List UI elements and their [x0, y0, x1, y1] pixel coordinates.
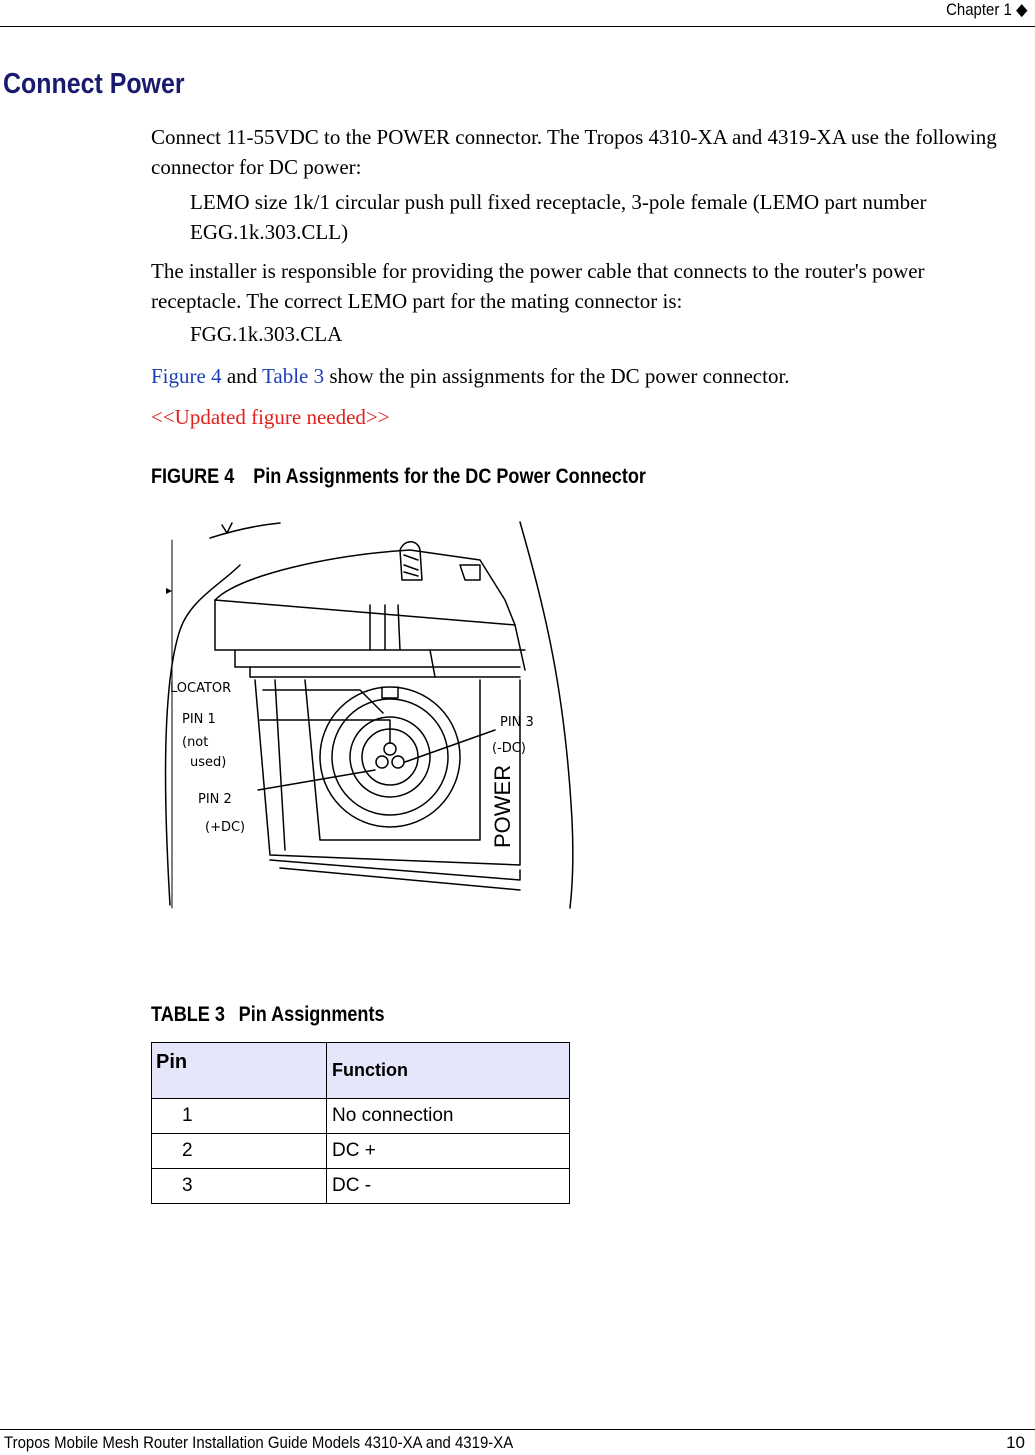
pin-cell: 1: [152, 1099, 327, 1134]
diamond-bullet-icon: ◆: [1015, 0, 1027, 19]
pin-cell: 3: [152, 1169, 327, 1204]
housing-top-bevel: [215, 600, 515, 625]
page-footer: [0, 1429, 1035, 1455]
table-number: TABLE 3: [151, 1003, 225, 1026]
label-pin-1-note-b: used): [190, 755, 227, 770]
pin-3-socket: [392, 756, 404, 768]
table-row: [152, 1099, 570, 1134]
table-3-link[interactable]: Table 3: [262, 364, 325, 388]
label-pin-3-note: (-DC): [492, 741, 526, 756]
housing-ribs: [370, 605, 400, 650]
and-text: and: [226, 364, 258, 388]
page-header: [0, 0, 1035, 27]
housing-seam: [430, 650, 435, 677]
top-latch: [460, 565, 480, 580]
table-caption: [151, 1003, 385, 1027]
panel-inner-edge: [275, 680, 285, 850]
figure-caption: [151, 465, 646, 489]
paragraph-intro: Connect 11-55VDC to the POWER connector. The Tropos 4310-XA and 4319-XA use the following connector for DC power:: [151, 125, 997, 179]
connector-outer-ring: [320, 687, 460, 827]
function-cell: DC +: [327, 1134, 570, 1169]
table-header-row: [152, 1043, 570, 1099]
antenna-nub-grip: [404, 555, 418, 576]
table-row: [152, 1169, 570, 1204]
margin-arrow-icon: [166, 588, 172, 594]
table-title: Pin Assignments: [238, 1003, 385, 1026]
table-row: [152, 1134, 570, 1169]
label-pin-1-note-a: (not: [182, 735, 209, 750]
housing-step-1: [235, 650, 520, 667]
label-pin-2: PIN 2: [198, 792, 232, 807]
figure-4-link[interactable]: Figure 4: [151, 364, 222, 388]
pin-2-socket: [376, 756, 388, 768]
pin-assignments-table: [151, 1042, 570, 1204]
pin-column-header: Pin: [152, 1043, 327, 1099]
label-locator: LOCATOR: [170, 681, 232, 696]
figure-title: Pin Assignments for the DC Power Connector: [253, 465, 646, 488]
paragraph-connector-spec: LEMO size 1k/1 circular push pull fixed receptacle, 3-pole female (LEMO part number EGG.1k.303.CLL): [190, 190, 927, 244]
pin-cell: 2: [152, 1134, 327, 1169]
paragraph-references: [151, 361, 1011, 391]
housing-step-2: [250, 667, 520, 677]
section-title: Connect Power: [3, 68, 185, 100]
locator-leader: [263, 690, 383, 713]
references-text: show the pin assignments for the DC power connector.: [329, 364, 790, 388]
label-power: POWER: [490, 764, 515, 848]
function-cell: No connection: [327, 1099, 570, 1134]
connector-diagram: [160, 520, 580, 910]
panel-base-lower: [280, 868, 520, 890]
function-column-header: Function: [327, 1043, 570, 1099]
label-pin-1: PIN 1: [182, 712, 216, 727]
update-note: <<Updated figure needed>>: [151, 405, 390, 429]
paragraph-mating-part: FGG.1k.303.CLA: [190, 322, 343, 346]
pin-1-socket: [384, 743, 396, 755]
label-pin-3: PIN 3: [500, 715, 534, 730]
locator-key: [382, 687, 398, 698]
footer-title: Tropos Mobile Mesh Router Installation Guide Models 4310-XA and 4319-XA: [4, 1433, 514, 1452]
page-number: 10: [1006, 1433, 1025, 1452]
function-cell: DC -: [327, 1169, 570, 1204]
chapter-label: Chapter 1 ◆: [945, 0, 1027, 19]
paragraph-installer: The installer is responsible for providing the power cable that connects to the router's power receptacle. The correct LEMO part for the mating connector is:: [151, 259, 925, 313]
pin-3-leader: [405, 730, 495, 762]
figure-number: FIGURE 4: [151, 465, 235, 488]
label-pin-2-note: (+DC): [205, 820, 246, 835]
sketch-top-scribble: [210, 523, 280, 538]
